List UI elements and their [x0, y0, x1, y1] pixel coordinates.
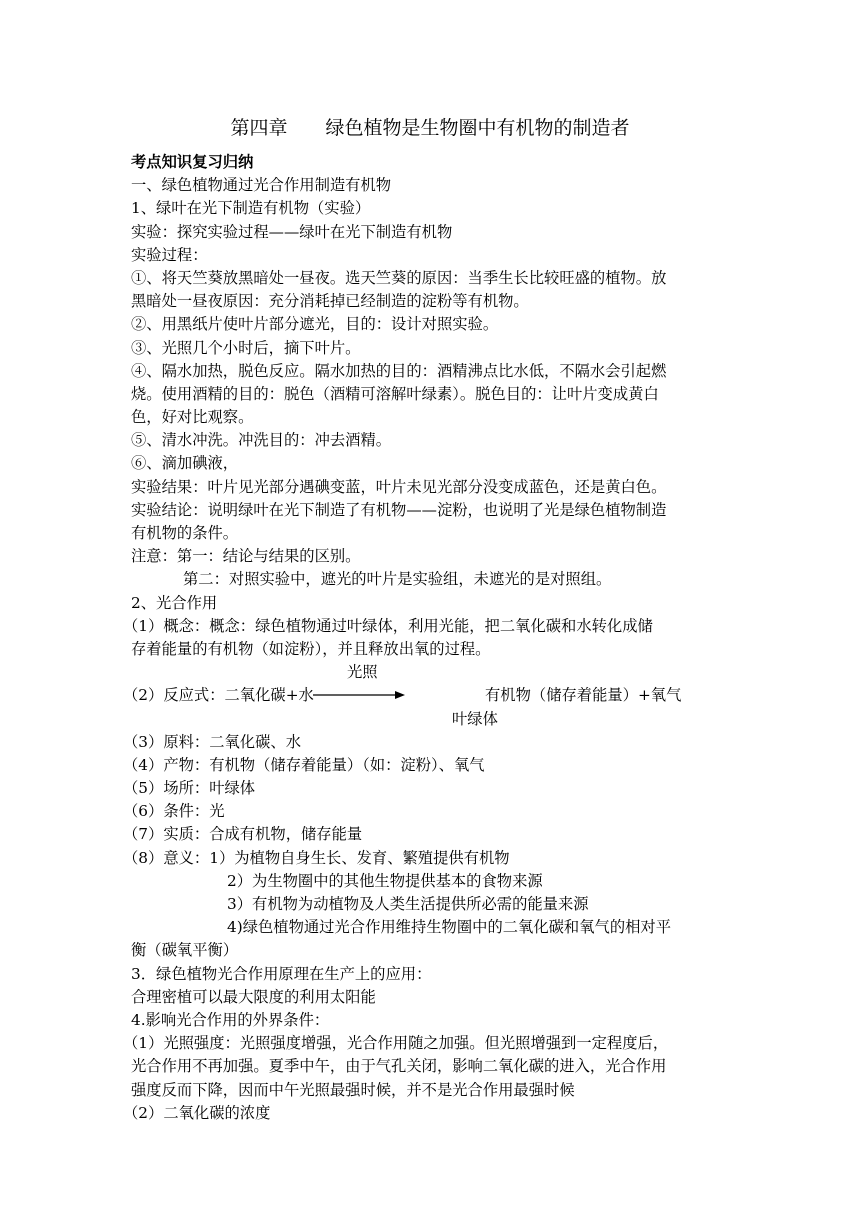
formula-main-row — [123, 684, 731, 707]
subsection-2: 2、光合作用 — [131, 593, 218, 612]
formula-light-label: 光照 — [347, 663, 378, 682]
step-1-line-a: ①、将天竺葵放黑暗处一昼夜。选天竺葵的原因：当季生长比较旺盛的植物。放 — [131, 268, 667, 287]
note-second: 第二：对照实验中，遮光的叶片是实验组，未遮光的是对照组。 — [183, 570, 612, 589]
formula-top-row — [131, 661, 731, 684]
note-first: 注意：第一：结论与结果的区别。 — [131, 547, 361, 566]
co2-concentration: （2）二氧化碳的浓度 — [123, 1103, 271, 1122]
subsection-1-1: 1、绿叶在光下制造有机物（实验） — [131, 199, 371, 218]
condition: （6）条件：光 — [123, 802, 225, 821]
significance-4-b: 衡（碳氧平衡） — [131, 941, 239, 960]
significance-2: 2）为生物圈中的其他生物提供基本的食物来源 — [227, 871, 543, 890]
subsection-3: 3．绿色植物光合作用原理在生产上的应用： — [131, 964, 432, 983]
significance-1: （8）意义：1）为植物自身生长、发育、繁殖提供有机物 — [123, 848, 510, 867]
significance-3: 3）有机物为动植物及人类生活提供所必需的能量来源 — [227, 895, 589, 913]
page-title: 第四章 绿色植物是生物圈中有机物的制造者 — [230, 117, 630, 139]
formula-products: 有机物（储存着能量）+氧气 — [485, 686, 682, 705]
subsection-4: 4.影响光合作用的外界条件： — [131, 1010, 330, 1029]
section-1-title: 一、绿色植物通过光合作用制造有机物 — [131, 176, 392, 195]
step-4-line-c: 色，好对比观察。 — [131, 408, 254, 427]
light-intensity-c: 强度反而下降，因而中午光照最强时候，并不是光合作用最强时候 — [131, 1080, 575, 1099]
step-6: ⑥、滴加碘液， — [131, 454, 239, 473]
step-4-line-b: 烧。使用酒精的目的：脱色（酒精可溶解叶绿素）。脱色目的：让叶片变成黄白 — [131, 384, 659, 403]
significance-4-a: 4)绿色植物通过光合作用维持生物圈中的二氧化碳和氧气的相对平 — [227, 918, 672, 937]
concept-line-a: （1）概念：概念：绿色植物通过叶绿体，利用光能，把二氧化碳和水转化成储 — [123, 616, 653, 635]
document-body — [123, 151, 731, 1125]
site: （5）场所：叶绿体 — [123, 779, 256, 798]
step-1-line-b: 黑暗处一昼夜原因：充分消耗掉已经制造的淀粉等有机物。 — [131, 292, 529, 311]
experiment-conclusion-b: 有机物的条件。 — [131, 524, 239, 542]
light-intensity-a: （1）光照强度：光照强度增强，光合作用随之加强。但光照增强到一定程度后， — [123, 1034, 669, 1053]
subsection-3-text: 合理密植可以最大限度的利用太阳能 — [131, 987, 376, 1006]
experiment-conclusion-a: 实验结论：说明绿叶在光下制造了有机物——淀粉，也说明了光是绿色植物制造 — [131, 500, 667, 519]
raw-materials: （3）原料：二氧化碳、水 — [123, 732, 301, 751]
light-intensity-b: 光合作用不再加强。夏季中午，由于气孔关闭，影响二氧化碳的进入，光合作用 — [131, 1057, 667, 1076]
step-2: ②、用黑纸片使叶片部分遮光，目的：设计对照实验。 — [131, 315, 499, 334]
formula-bottom-row — [131, 708, 731, 731]
reaction-arrow-icon — [311, 688, 407, 702]
concept-line-b: 存着能量的有机物（如淀粉），并且释放出氧的过程。 — [131, 639, 491, 658]
experiment-line: 实验：探究实验过程——绿叶在光下制造有机物 — [131, 222, 453, 241]
formula-chloroplast-label: 叶绿体 — [452, 709, 498, 728]
section-heading: 考点知识复习归纳 — [131, 153, 254, 171]
procedure-label: 实验过程： — [131, 245, 208, 264]
experiment-result: 实验结果：叶片见光部分遇碘变蓝，叶片未见光部分没变成蓝色，还是黄白色。 — [131, 477, 667, 496]
essence: （7）实质：合成有机物，储存能量 — [123, 825, 363, 844]
formula-reactants: （2）反应式：二氧化碳+水 — [123, 686, 314, 705]
products: （4）产物：有机物（储存着能量）（如：淀粉）、氧气 — [123, 755, 485, 774]
step-4-line-a: ④、隔水加热，脱色反应。隔水加热的目的：酒精沸点比水低，不隔水会引起燃 — [131, 361, 667, 380]
step-3: ③、光照几个小时后，摘下叶片。 — [131, 338, 361, 357]
step-5: ⑤、清水冲洗。冲洗目的：冲去酒精。 — [131, 431, 392, 450]
